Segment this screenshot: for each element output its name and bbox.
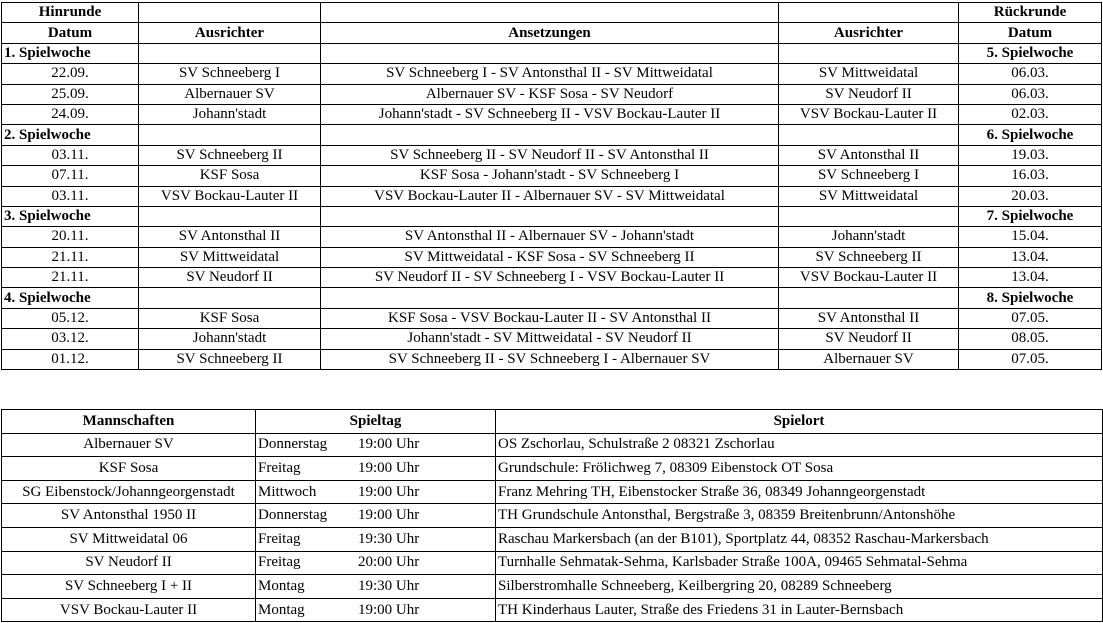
match-pairing: Johann'stadt - SV Mittweidatal - SV Neudorf II xyxy=(321,329,779,349)
play-day: Mittwoch xyxy=(258,483,317,500)
match-pairing: KSF Sosa - VSV Bockau-Lauter II - SV Antonsthal II xyxy=(321,308,779,328)
host-hin: SV Antonsthal II xyxy=(139,227,321,247)
team-row xyxy=(2,504,1103,528)
date-rueck: 13.04. xyxy=(959,247,1102,267)
date-hin: 07.11. xyxy=(2,166,139,186)
play-day: Freitag xyxy=(258,459,301,476)
match-row xyxy=(2,84,1102,104)
host-hin: Johann'stadt xyxy=(139,329,321,349)
team-name: VSV Bockau-Lauter II xyxy=(2,598,256,622)
play-time: 19:00 Uhr xyxy=(358,459,420,476)
play-day: Donnerstag xyxy=(258,436,328,453)
host-hin: SV Schneeberg II xyxy=(139,145,321,165)
date-hin: 20.11. xyxy=(2,227,139,247)
play-day: Donnerstag xyxy=(258,507,328,524)
ansetzungen-header: Ansetzungen xyxy=(321,23,779,43)
match-row xyxy=(2,186,1102,206)
week-header-row xyxy=(2,43,1102,63)
match-row xyxy=(2,349,1102,369)
play-day-cell xyxy=(256,480,496,504)
date-hin: 21.11. xyxy=(2,268,139,288)
venue: Turnhalle Sehmatak-Sehma, Karlsbader Straße 100A, 09465 Sehmatal-Sehma xyxy=(496,551,1103,575)
play-time: 19:00 Uhr xyxy=(358,507,420,524)
team-row xyxy=(2,575,1103,599)
venue: Grundschule: Frölichweg 7, 08309 Eibenstock OT Sosa xyxy=(496,457,1103,481)
match-row xyxy=(2,64,1102,84)
empty-cell xyxy=(779,125,959,145)
team-row xyxy=(2,480,1103,504)
play-day-cell xyxy=(256,598,496,622)
ausrichter-rueck-header: Ausrichter xyxy=(779,23,959,43)
mannschaften-header: Mannschaften xyxy=(2,410,256,434)
spielort-header: Spielort xyxy=(496,410,1103,434)
host-rueck: Albernauer SV xyxy=(779,349,959,369)
venue: Silberstromhalle Schneeberg, Keilbergring 20, 08289 Schneeberg xyxy=(496,575,1103,599)
match-pairing: SV Schneeberg I - SV Antonsthal II - SV Mittweidatal xyxy=(321,64,779,84)
host-rueck: SV Mittweidatal xyxy=(779,186,959,206)
hinrunde-header: Hinrunde xyxy=(2,3,139,23)
week-label-hin: 2. Spielwoche xyxy=(2,125,139,145)
empty-cell xyxy=(139,125,321,145)
date-rueck: 08.05. xyxy=(959,329,1102,349)
empty-cell xyxy=(139,288,321,308)
host-rueck: SV Schneeberg I xyxy=(779,166,959,186)
date-hin: 21.11. xyxy=(2,247,139,267)
date-rueck: 15.04. xyxy=(959,227,1102,247)
team-name: SV Schneeberg I + II xyxy=(2,575,256,599)
venue: Raschau Markersbach (an der B101), Sportplatz 44, 08352 Raschau-Markersbach xyxy=(496,527,1103,551)
team-row xyxy=(2,457,1103,481)
match-row xyxy=(2,227,1102,247)
team-name: SV Neudorf II xyxy=(2,551,256,575)
host-rueck: SV Antonsthal II xyxy=(779,145,959,165)
date-rueck: 02.03. xyxy=(959,104,1102,124)
week-header-row xyxy=(2,288,1102,308)
host-hin: SV Mittweidatal xyxy=(139,247,321,267)
week-label-hin: 4. Spielwoche xyxy=(2,288,139,308)
match-pairing: SV Antonsthal II - Albernauer SV - Johann'stadt xyxy=(321,227,779,247)
date-hin: 05.12. xyxy=(2,308,139,328)
teams-table xyxy=(1,409,1103,622)
empty-cell xyxy=(779,288,959,308)
host-rueck: SV Schneeberg II xyxy=(779,247,959,267)
date-hin: 22.09. xyxy=(2,64,139,84)
play-time: 19:30 Uhr xyxy=(358,577,420,594)
play-time: 19:00 Uhr xyxy=(358,436,420,453)
play-day-cell xyxy=(256,504,496,528)
week-label-hin: 3. Spielwoche xyxy=(2,206,139,226)
empty-cell xyxy=(779,43,959,63)
host-hin: Albernauer SV xyxy=(139,84,321,104)
date-rueck: 07.05. xyxy=(959,308,1102,328)
host-rueck: SV Mittweidatal xyxy=(779,64,959,84)
schedule-header-row-1 xyxy=(2,3,1102,23)
venue: Franz Mehring TH, Eibenstocker Straße 36, 08349 Johanngeorgenstadt xyxy=(496,480,1103,504)
date-rueck: 06.03. xyxy=(959,64,1102,84)
team-name: KSF Sosa xyxy=(2,457,256,481)
week-label-rueck: 5. Spielwoche xyxy=(959,43,1102,63)
host-rueck: VSV Bockau-Lauter II xyxy=(779,104,959,124)
venue: OS Zschorlau, Schulstraße 2 08321 Zschorlau xyxy=(496,433,1103,457)
team-row xyxy=(2,527,1103,551)
play-day-cell xyxy=(256,575,496,599)
empty-cell xyxy=(321,206,779,226)
week-label-rueck: 8. Spielwoche xyxy=(959,288,1102,308)
team-row xyxy=(2,551,1103,575)
empty-cell xyxy=(321,288,779,308)
play-time: 20:00 Uhr xyxy=(358,554,420,571)
empty-cell xyxy=(139,206,321,226)
play-day-cell xyxy=(256,433,496,457)
date-rueck: 19.03. xyxy=(959,145,1102,165)
spieltag-header: Spieltag xyxy=(256,410,496,434)
empty-cell xyxy=(139,43,321,63)
date-rueck: 06.03. xyxy=(959,84,1102,104)
date-hin: 25.09. xyxy=(2,84,139,104)
team-name: SG Eibenstock/Johanngeorgenstadt xyxy=(2,480,256,504)
play-time: 19:00 Uhr xyxy=(358,483,420,500)
play-day: Montag xyxy=(258,577,305,594)
host-rueck: SV Neudorf II xyxy=(779,329,959,349)
match-row xyxy=(2,308,1102,328)
play-time: 19:00 Uhr xyxy=(358,601,420,618)
match-pairing: SV Mittweidatal - KSF Sosa - SV Schneeberg II xyxy=(321,247,779,267)
date-hin: 03.11. xyxy=(2,186,139,206)
empty-cell xyxy=(779,3,959,23)
date-rueck: 13.04. xyxy=(959,268,1102,288)
play-day: Freitag xyxy=(258,554,301,571)
match-row xyxy=(2,268,1102,288)
datum-rueck-header: Datum xyxy=(959,23,1102,43)
date-rueck: 07.05. xyxy=(959,349,1102,369)
play-day: Freitag xyxy=(258,530,301,547)
team-name: SV Mittweidatal 06 xyxy=(2,527,256,551)
match-pairing: VSV Bockau-Lauter II - Albernauer SV - SV Mittweidatal xyxy=(321,186,779,206)
rueckrunde-header: Rückrunde xyxy=(959,3,1102,23)
week-label-hin: 1. Spielwoche xyxy=(2,43,139,63)
host-hin: SV Schneeberg II xyxy=(139,349,321,369)
ausrichter-hin-header: Ausrichter xyxy=(139,23,321,43)
team-row xyxy=(2,598,1103,622)
venue: TH Grundschule Antonsthal, Bergstraße 3, 08359 Breitenbrunn/Antonshöhe xyxy=(496,504,1103,528)
date-hin: 03.12. xyxy=(2,329,139,349)
week-header-row xyxy=(2,125,1102,145)
empty-cell xyxy=(321,43,779,63)
host-rueck: Johann'stadt xyxy=(779,227,959,247)
date-hin: 24.09. xyxy=(2,104,139,124)
date-rueck: 16.03. xyxy=(959,166,1102,186)
play-time: 19:30 Uhr xyxy=(358,530,420,547)
host-hin: SV Neudorf II xyxy=(139,268,321,288)
play-day-cell xyxy=(256,527,496,551)
week-header-row xyxy=(2,206,1102,226)
host-hin: KSF Sosa xyxy=(139,308,321,328)
match-row xyxy=(2,166,1102,186)
host-hin: VSV Bockau-Lauter II xyxy=(139,186,321,206)
week-label-rueck: 7. Spielwoche xyxy=(959,206,1102,226)
schedule-header-row-2 xyxy=(2,23,1102,43)
match-row xyxy=(2,329,1102,349)
team-name: Albernauer SV xyxy=(2,433,256,457)
teams-header-row xyxy=(2,410,1103,434)
host-rueck: SV Antonsthal II xyxy=(779,308,959,328)
match-pairing: Johann'stadt - SV Schneeberg II - VSV Bockau-Lauter II xyxy=(321,104,779,124)
host-rueck: SV Neudorf II xyxy=(779,84,959,104)
match-row xyxy=(2,104,1102,124)
host-rueck: VSV Bockau-Lauter II xyxy=(779,268,959,288)
week-label-rueck: 6. Spielwoche xyxy=(959,125,1102,145)
date-rueck: 20.03. xyxy=(959,186,1102,206)
host-hin: SV Schneeberg I xyxy=(139,64,321,84)
date-hin: 03.11. xyxy=(2,145,139,165)
host-hin: KSF Sosa xyxy=(139,166,321,186)
match-pairing: SV Schneeberg II - SV Neudorf II - SV Antonsthal II xyxy=(321,145,779,165)
datum-hin-header: Datum xyxy=(2,23,139,43)
match-pairing: KSF Sosa - Johann'stadt - SV Schneeberg I xyxy=(321,166,779,186)
host-hin: Johann'stadt xyxy=(139,104,321,124)
match-pairing: Albernauer SV - KSF Sosa - SV Neudorf xyxy=(321,84,779,104)
empty-cell xyxy=(139,3,321,23)
play-day-cell xyxy=(256,551,496,575)
date-hin: 01.12. xyxy=(2,349,139,369)
venue: TH Kinderhaus Lauter, Straße des Friedens 31 in Lauter-Bernsbach xyxy=(496,598,1103,622)
play-day: Montag xyxy=(258,601,305,618)
empty-cell xyxy=(321,125,779,145)
empty-cell xyxy=(779,206,959,226)
team-row xyxy=(2,433,1103,457)
match-row xyxy=(2,247,1102,267)
match-pairing: SV Schneeberg II - SV Schneeberg I - Albernauer SV xyxy=(321,349,779,369)
match-pairing: SV Neudorf II - SV Schneeberg I - VSV Bockau-Lauter II xyxy=(321,268,779,288)
empty-cell xyxy=(321,3,779,23)
schedule-table xyxy=(1,2,1102,370)
play-day-cell xyxy=(256,457,496,481)
team-name: SV Antonsthal 1950 II xyxy=(2,504,256,528)
match-row xyxy=(2,145,1102,165)
